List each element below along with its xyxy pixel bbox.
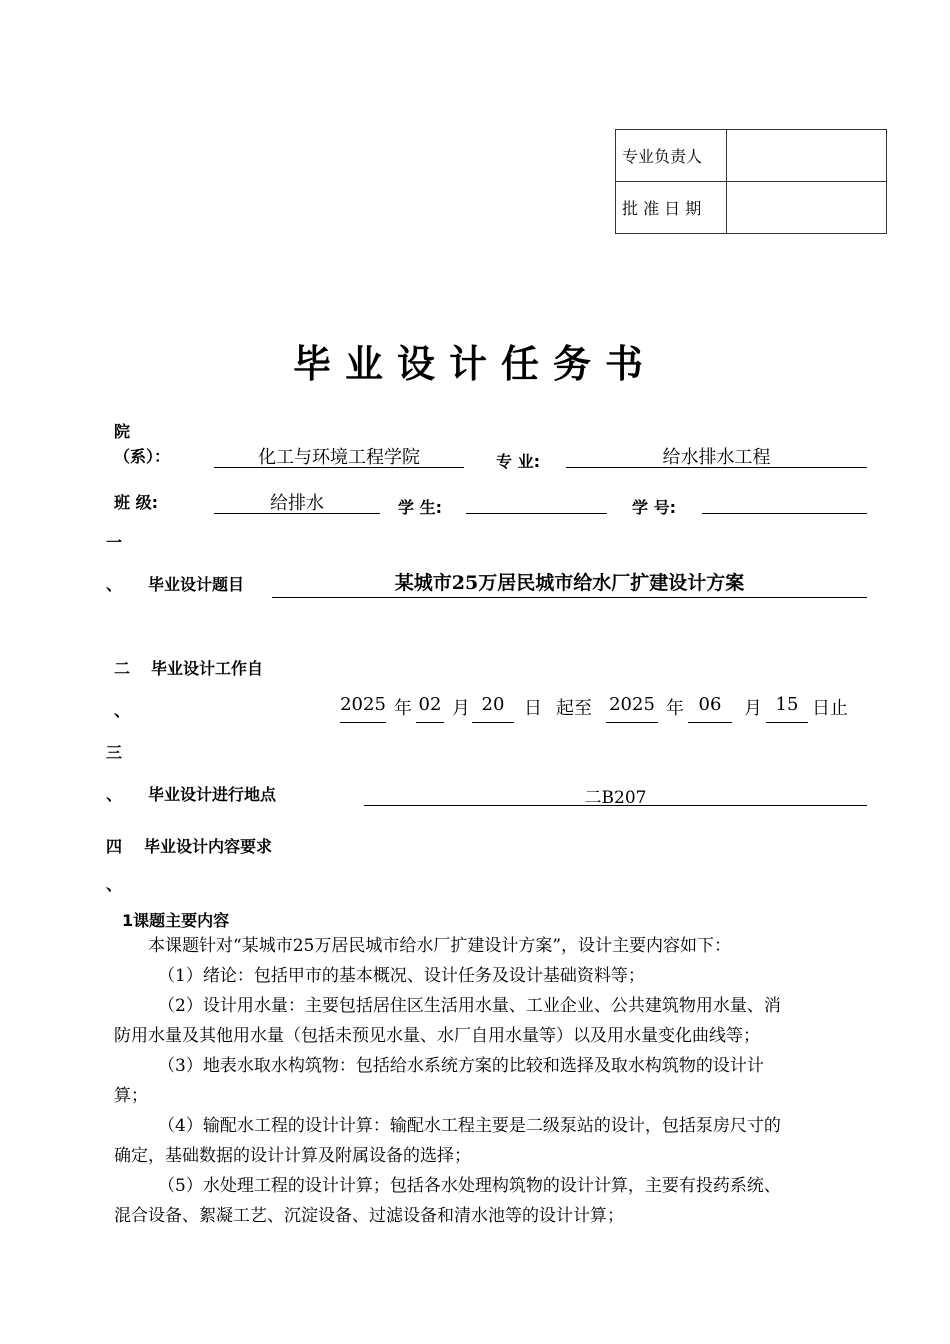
- id-label: 学 号:: [632, 498, 676, 517]
- item-4-line-1: （4）输配水工程的设计计算：输配水工程主要是二级泵站的设计，包括泵房尺寸的: [158, 1116, 781, 1136]
- item-2-line-1: （2）设计用水量：主要包括居住区生活用水量、工业企业、公共建筑物用水量、消: [158, 996, 781, 1016]
- section4-label: 毕业设计内容要求: [144, 837, 273, 856]
- approval-label-date: 批 准 日 期: [616, 182, 727, 234]
- start-month-unit: 月: [452, 698, 470, 719]
- section3-separator: 、: [106, 785, 123, 804]
- requirements-body: [114, 931, 874, 1231]
- item-2-line-2: 防用水量及其他用水量（包括未预见水量、水厂自用水量等）以及用水量变化曲线等；: [114, 1026, 760, 1046]
- section2-label: 毕业设计工作自: [151, 659, 264, 678]
- major-value[interactable]: 给水排水工程: [566, 443, 867, 468]
- date-range-connector: 起至: [556, 698, 592, 719]
- start-day-field[interactable]: 20: [472, 694, 514, 723]
- section1-label: 毕业设计题目: [148, 575, 245, 594]
- student-label: 学 生:: [398, 498, 442, 517]
- approval-value-date[interactable]: [727, 182, 887, 234]
- start-day-unit: 日: [524, 698, 542, 719]
- subheading-main-content: 1课题主要内容: [122, 911, 230, 930]
- approval-label-supervisor: 专业负责人: [616, 130, 727, 182]
- item-3-line-2: 算；: [114, 1086, 148, 1106]
- end-year-field[interactable]: 2025: [606, 694, 658, 723]
- item-3-line-1: （3）地表水取水构筑物：包括给水系统方案的比较和选择及取水构筑物的设计计: [158, 1056, 764, 1076]
- class-label: 班 级:: [114, 493, 158, 512]
- location-field[interactable]: 二B207: [364, 783, 867, 806]
- intro-paragraph: 本课题针对“某城市25万居民城市给水厂扩建设计方案”，设计主要内容如下：: [148, 936, 732, 956]
- section3-number: 三: [106, 743, 123, 762]
- major-label: 专 业:: [496, 452, 540, 471]
- item-5-line-1: （5）水处理工程的设计计算；包括各水处理构筑物的设计计算，主要有投药系统、: [158, 1176, 781, 1196]
- start-year-field[interactable]: 2025: [340, 694, 386, 723]
- document-title: 毕业设计任务书: [292, 342, 657, 386]
- id-value[interactable]: [702, 489, 867, 514]
- end-month-field[interactable]: 06: [688, 694, 732, 723]
- item-1-line-1: （1）绪论：包括甲市的基本概况、设计任务及设计基础资料等；: [158, 966, 645, 986]
- section4-separator: 、: [106, 875, 123, 894]
- dept-value[interactable]: 化工与环境工程学院: [214, 443, 464, 468]
- dept-label-line2: （系）：: [114, 447, 171, 466]
- section1-number: 一: [106, 533, 123, 552]
- design-topic[interactable]: 某城市25万居民城市给水厂扩建设计方案: [272, 568, 867, 598]
- section2-number: 二: [114, 659, 131, 678]
- student-value[interactable]: [466, 489, 607, 514]
- class-value[interactable]: 给排水: [214, 489, 380, 514]
- end-year-unit: 年: [666, 698, 684, 719]
- approval-value-supervisor[interactable]: [727, 130, 887, 182]
- section2-separator: 、: [114, 701, 131, 720]
- section3-label: 毕业设计进行地点: [148, 785, 277, 804]
- item-5-line-2: 混合设备、絮凝工艺、沉淀设备、过滤设备和清水池等的设计计算；: [114, 1206, 624, 1226]
- end-month-unit: 月: [744, 698, 762, 719]
- end-day-unit: 日止: [812, 698, 848, 719]
- section1-separator: 、: [106, 575, 123, 594]
- section4-number: 四: [106, 837, 123, 856]
- dept-label-line1: 院: [114, 422, 131, 441]
- end-day-field[interactable]: 15: [766, 694, 808, 723]
- approval-table: [615, 129, 887, 234]
- start-month-field[interactable]: 02: [416, 694, 444, 723]
- item-4-line-2: 确定，基础数据的设计计算及附属设备的选择；: [114, 1146, 471, 1166]
- start-year-unit: 年: [394, 698, 412, 719]
